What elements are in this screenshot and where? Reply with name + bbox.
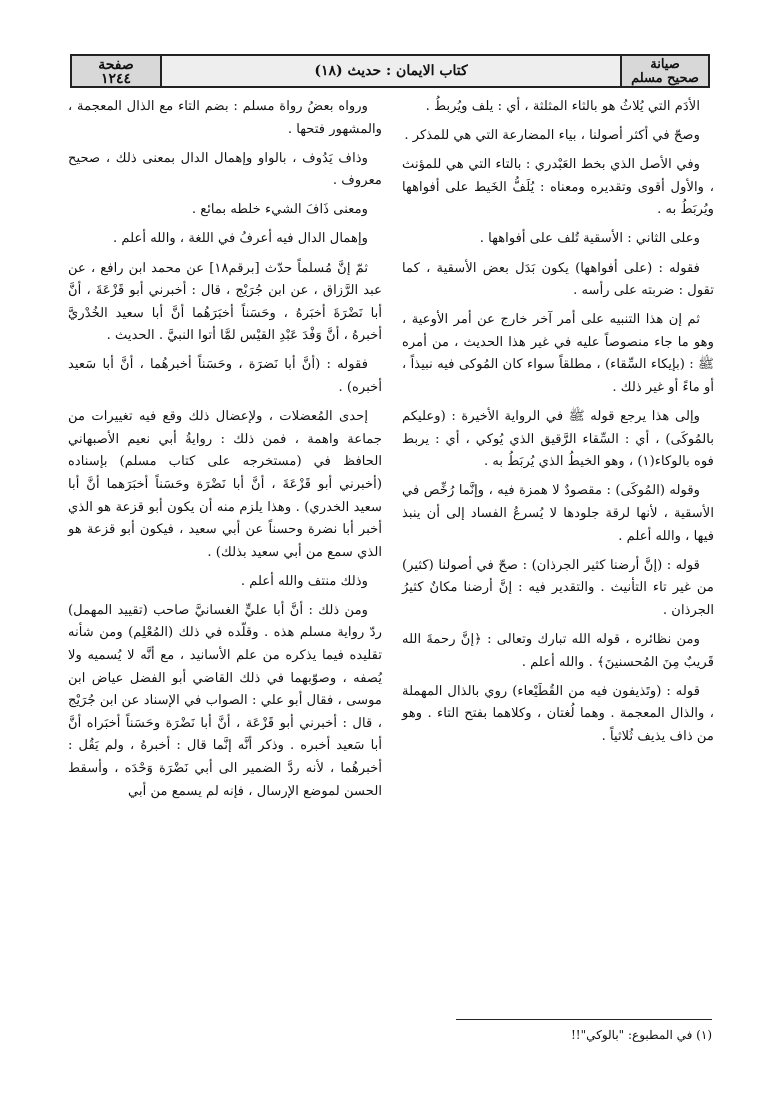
paragraph: وفي الأصل الذي بخط العَبْدري : بالتاء التي هي للمؤنث ، والأول أقوى وتقديره ومعناه : يُلَفُّ الخَيط على أفواهها ويُربَطُ به . bbox=[402, 157, 714, 218]
paragraph: وإلى هذا يرجع قوله ﷺ في الرواية الأخيرة : (وعليكم بالمُوكَى) ، أي : السِّقاء الرَّقيق الذي يُوكي ، أي : يربط فوه بالوكاء(١) ، وهو الخيطُ الذي يُربَطُ به . bbox=[402, 409, 714, 470]
chapter-title: كتاب الايمان : حديث (١٨) bbox=[314, 63, 468, 79]
footnote-divider bbox=[456, 1019, 712, 1020]
paragraph: وذلك منتف والله أعلم . bbox=[240, 573, 368, 589]
paragraph: ومن ذلك : أنَّ أبا عليٍّ الغسانيَّ صاحب (تقييد المهمل) ردّ رواية مسلم هذه . وقلّده في ذلك (المُعْلِم) ومن شأنه تقليده فيما يذكره من علم الأسانيد ، مع أنَّه لا يُسميه ولا يُصفه ، وصوّبهما في ذلك القاضي أبو الفضل عياض ابن موسى ، فقال أبو علي : الصواب في الإسناد عن ابن جُرَيْج ، قال : أخبرني أبو قَزْعَة ، أنَّ أبا نَضْرَة وحَسَناً أخبَراه أنَّ أبا سَعيد أخبره . وذكر أنَّه إنَّما قال : أخبرهُ ، ولم يَقُل : أخبرهُما ، لأنه ردَّ الضمير الى أبي نَضْرَة وَحْدَه ، وأسقط الحسن لموضع الإرسال ، فإنه لم يسمع من أبي bbox=[68, 602, 382, 799]
left-column bbox=[68, 96, 382, 810]
paragraph: قوله : (وتَذيفون فيه من القُطَيْعاء) روي بالذال المهملة ، والذال المعجمة . وهما لُغتان ، وكلاهما بفتح التاء . وهو من ذاف يذيف ثُلاثياً . bbox=[402, 683, 714, 744]
paragraph: ورواه بعضُ رواة مسلم : بضم التاء مع الذال المعجمة ، والمشهور فتحها . bbox=[68, 99, 382, 137]
paragraph: ثمّ إنَّ مُسلماً حدّث [برقم١٨] عن محمد ابن رافع ، عن عبد الرَّزاق ، عن ابن جُرَيْج ، قال : أخبرني أبو قَزْعَةَ ، أنَّ أبا نَضْرَةَ أخبَرهُ ، وحَسَناً أخبَرَهُما أنَّ أبا سعيد الخُدْريَّ أخبرهُ ، أنَّ وَفْدَ عَبْدِ القيْس لمَّا أتوا النبيَّ . الحديث . bbox=[68, 260, 382, 344]
right-column bbox=[402, 96, 714, 755]
paragraph: ثم إن هذا التنبيه على أمر آخر خارج عن أمر الأوعية ، وهو ما جاء منصوصاً عليه في غير هذا الحديث ، من أمره ﷺ : (بإيكاء السِّقاء) ، مطلقاً سواء كان المُوكى فيه نبيذاً ، أو ماءً أو غير ذلك . bbox=[402, 312, 714, 396]
page-label: صفحة bbox=[98, 57, 134, 73]
series-title-box bbox=[620, 56, 708, 86]
paragraph: وقوله (المُوكَى) : مقصودٌ لا همزة فيه ، وإنَّما رُخِّص في الأسقية ، لأنها لرقة جلودها لا يُسرعُ الفساد إلى أن ينبذ فيها ، والله أعلم . bbox=[402, 483, 714, 544]
paragraph: فقوله : (أنَّ أبا نَضرَة ، وحَسَناً أخبرهُما ، أنَّ أبا سَعيد أخبره) . bbox=[68, 357, 382, 396]
paragraph: إحدى المُعضلات ، ولإعضال ذلك وقع فيه تغييرات من جماعة واهمة ، فمن ذلك : روايةُ أبي نعيم الأصبهاني الحافظ في (مستخرجه على كتاب مسلم) بإسناده (أخبرني أبو قَزْعَةَ ، أنَّ أبا نَضْرَة وحَسَناً أخبَرَهما أنَّ أبا سعيد الخدري) . وهذا يلزم منه أن يكون أبو قزعة هو الذي أخبر أبا نضرة وحسناً عن أبي سعيد ، فيكون أبو قزعة هو الذي سمع من أبي سعيد بذلك) . bbox=[68, 409, 382, 560]
paragraph: وإهمال الدال فيه أعرفُ في اللغة ، والله أعلم . bbox=[112, 231, 368, 247]
page-number-box bbox=[72, 56, 162, 86]
series-title-line2: صحيح مسلم bbox=[631, 71, 699, 86]
footnote: (١) في المطبوع: "بالوكي"!! bbox=[570, 1028, 712, 1042]
paragraph: فقوله : (على أفواهها) يكون بَدَل بعض الأسقية ، كما تقول : ضربته على رأسه . bbox=[402, 260, 714, 299]
paragraph: وذاف يَدُوف ، بالواو وإهمال الدال بمعنى ذلك ، صحيح معروف . bbox=[68, 150, 382, 189]
paragraph: ومن نظائره ، قوله الله تبارك وتعالى : ﴿إنَّ رحمةَ الله قَريبٌ مِنَ المُحسنينَ﴾ . والله أعلم . bbox=[402, 631, 714, 670]
series-title-line1: صيانة bbox=[650, 57, 680, 72]
running-header bbox=[70, 54, 710, 88]
paragraph: الأدَم التي يُلاثُ هو بالثاء المثلثة ، أي : يلف ويُربطُ . bbox=[425, 99, 700, 114]
paragraph: قوله : (إنَّ أرضنا كثير الجرذان) : صحّ في أصولنا (كثير) من غير تاء التأنيث . والتقدير فيه : إنَّ أرضنا مكانٌ كثيرُ الجرذان . bbox=[402, 557, 714, 618]
page-number: ١٢٤٤ bbox=[100, 71, 132, 87]
paragraph: وصحّ في أكثر أصولنا ، بياء المضارعة التي هي للمذكر . bbox=[404, 128, 700, 144]
paragraph: ومعنى ذَافَ الشيء خلطه بمائع . bbox=[191, 202, 368, 218]
paragraph: وعلى الثاني : الأسقية تُلف على أفواهها . bbox=[479, 231, 700, 247]
